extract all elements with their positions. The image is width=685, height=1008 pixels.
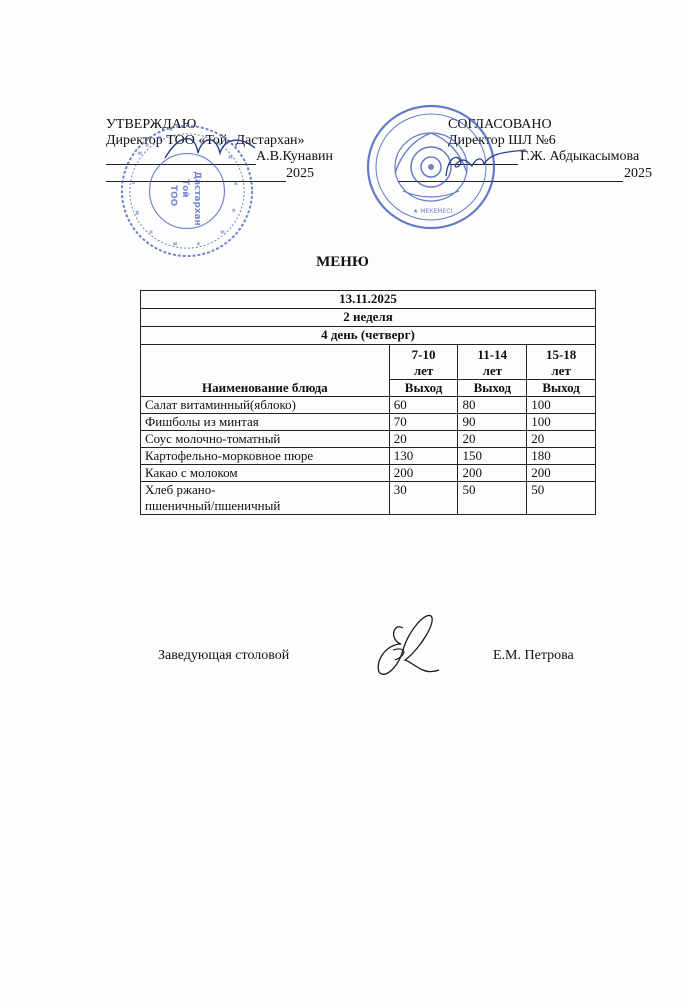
portion-value: 30 (389, 482, 458, 515)
age-unit: лет (413, 363, 434, 378)
approve-date-line (106, 166, 346, 183)
age-unit: лет (482, 363, 503, 378)
table-row (141, 448, 596, 465)
portion-value: 200 (389, 465, 458, 482)
portion-value: 100 (527, 414, 596, 431)
output-header: Выход (527, 380, 596, 397)
head-signature (365, 610, 445, 680)
approve-name: А.В.Кунавин (256, 149, 334, 164)
table-row (141, 414, 596, 431)
portion-value: 80 (458, 397, 527, 414)
dish-name: Салат витаминный(яблоко) (141, 397, 390, 414)
portion-value: 130 (389, 448, 458, 465)
portion-value: 70 (389, 414, 458, 431)
portion-value: 100 (527, 397, 596, 414)
approve-signature-line (106, 149, 346, 166)
blank-header-cell (141, 345, 390, 380)
agree-heading: СОГЛАСОВАНО (448, 117, 552, 132)
week-row (141, 309, 596, 327)
age-header-15-18 (527, 345, 596, 380)
age-range: 15-18 (545, 347, 577, 362)
date-row (141, 291, 596, 309)
day-row (141, 327, 596, 345)
portion-value: 200 (527, 465, 596, 482)
approve-year: 2025 (286, 166, 314, 181)
age-range: 11-14 (477, 347, 508, 362)
dish-name: Соус молочно-томатный (141, 431, 390, 448)
age-header-11-14 (458, 345, 527, 380)
output-header: Выход (458, 380, 527, 397)
menu-week: 2 неделя (141, 309, 596, 327)
footer-role: Заведующая столовой (158, 648, 290, 663)
portion-value: 20 (527, 431, 596, 448)
column-header-row (141, 380, 596, 397)
portion-value: 60 (389, 397, 458, 414)
page-title: МЕНЮ (316, 254, 369, 270)
age-header-row (141, 345, 596, 380)
approval-block (106, 117, 346, 183)
portion-value: 20 (389, 431, 458, 448)
age-header-7-10 (389, 345, 458, 380)
agree-year: 2025 (624, 166, 652, 181)
dish-name: Какао с молоком (141, 465, 390, 482)
menu-table (140, 290, 596, 515)
dish-name-header: Наименование блюда (141, 380, 390, 397)
dish-name: Фишболы из минтая (141, 414, 390, 431)
approve-heading: УТВЕРЖДАЮ (106, 117, 197, 132)
dish-name-line: Хлеб ржано- (145, 482, 216, 497)
footer-name: Е.М. Петрова (493, 648, 574, 663)
svg-text:★ МЕКЕМЕСІ: ★ МЕКЕМЕСІ (413, 208, 453, 215)
dish-name (141, 482, 390, 515)
portion-value: 180 (527, 448, 596, 465)
output-header: Выход (389, 380, 458, 397)
agreement-block (448, 117, 652, 183)
portion-value: 20 (458, 431, 527, 448)
agree-signature-line (448, 149, 648, 166)
portion-value: 200 (458, 465, 527, 482)
table-row (141, 482, 596, 515)
menu-day: 4 день (четверг) (141, 327, 596, 345)
menu-date: 13.11.2025 (141, 291, 596, 309)
table-row (141, 431, 596, 448)
portion-value: 90 (458, 414, 527, 431)
age-range: 7-10 (411, 347, 436, 362)
agree-name: Г.Ж. Абдыкасымова (520, 149, 640, 164)
svg-text:ТОО: ТОО (168, 185, 179, 207)
portion-value: 50 (458, 482, 527, 515)
svg-text:Той: Той (180, 179, 191, 198)
approve-position: Директор ТОО «Той- Дастархан» (106, 133, 305, 148)
table-row (141, 397, 596, 414)
dish-name-line: пшеничный/пшеничный (145, 498, 281, 513)
table-row (141, 465, 596, 482)
portion-value: 50 (527, 482, 596, 515)
agree-date-line (448, 166, 652, 183)
portion-value: 150 (458, 448, 527, 465)
age-unit: лет (551, 363, 571, 378)
dish-name: Картофельно-морковное пюре (141, 448, 390, 465)
agree-position: Директор ШЛ №6 (448, 133, 556, 148)
svg-text:Дастархан: Дастархан (191, 171, 202, 226)
